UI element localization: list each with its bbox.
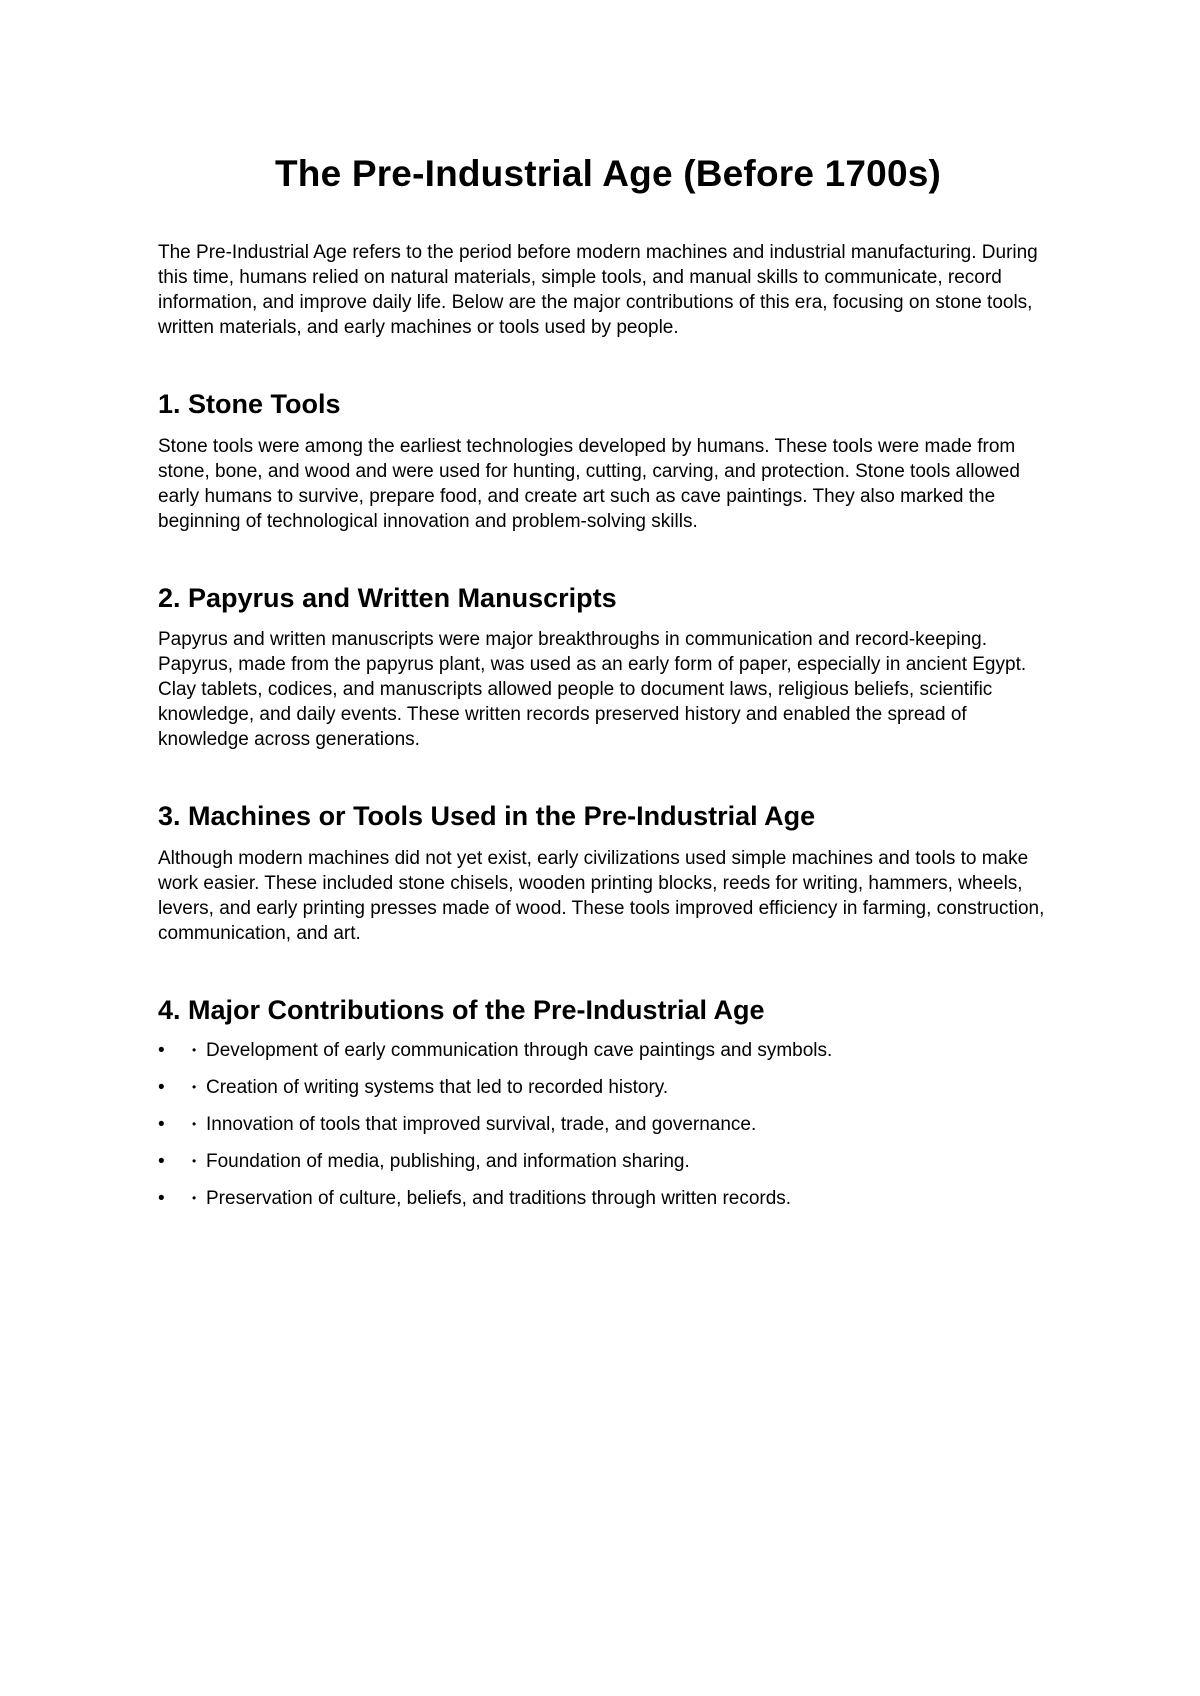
list-item (158, 1038, 1058, 1063)
intro-paragraph: The Pre-Industrial Age refers to the period before modern machines and industrial manufacturing. During this time, humans relied on natural materials, simple tools, and manual skills to communicate, record information, and improve daily life. Below are the major contributions of this era, focusing on stone tools, written materials, and early machines or tools used by people. (158, 242, 1038, 339)
bullet-icon: • (192, 1190, 197, 1205)
bullet-icon: • (158, 1076, 165, 1098)
section-body: Stone tools were among the earliest technologies developed by humans. These tools were made from stone, bone, and wood and were used for hunting, cutting, carving, and protection. Stone tools allowed early humans to survive, prepare food, and create art such as cave paintings. They also marked the beginning of technological innovation and problem-solving skills. (158, 435, 1020, 532)
bullet-icon: • (192, 1042, 197, 1057)
section-heading: 4. Major Contributions of the Pre-Industrial Age (158, 994, 765, 1025)
section-heading: 3. Machines or Tools Used in the Pre-Industrial Age (158, 801, 816, 832)
bullet-icon: • (192, 1116, 197, 1131)
list-item (158, 1112, 1058, 1137)
section-heading: 2. Papyrus and Written Manuscripts (158, 582, 617, 613)
section-papyrus (158, 582, 1058, 752)
list-item (158, 1149, 1058, 1174)
section-machines (158, 800, 1058, 945)
section-stone-tools (158, 388, 1058, 533)
section-contributions (158, 994, 1058, 1211)
bullet-icon: • (192, 1079, 197, 1094)
document-content (158, 152, 1058, 1223)
section-body: Papyrus and written manuscripts were major breakthroughs in communication and record-keeping. Papyrus, made from the papyrus plant, was used as an early form of paper, especially in ancient Egypt. Clay tablets, codices, and manuscripts allowed people to document laws, religious beliefs, scientific knowledge, and daily events. These written records preserved history and enabled the spread of knowledge across generations. (158, 629, 1027, 751)
bullet-icon: • (158, 1150, 165, 1172)
bullet-icon: • (192, 1153, 197, 1168)
bullet-icon: • (158, 1039, 165, 1061)
contributions-list (158, 1038, 1058, 1211)
list-item-text: Foundation of media, publishing, and information sharing. (206, 1150, 690, 1172)
list-item (158, 1075, 1058, 1100)
list-item-text: Preservation of culture, beliefs, and traditions through written records. (206, 1187, 792, 1209)
document-title: The Pre-Industrial Age (Before 1700s) (274, 153, 942, 194)
list-item-text: Development of early communication through cave paintings and symbols. (206, 1039, 833, 1061)
section-heading: 1. Stone Tools (158, 389, 341, 420)
list-item-text: Creation of writing systems that led to recorded history. (206, 1076, 669, 1098)
bullet-icon: • (158, 1113, 165, 1135)
list-item-text: Innovation of tools that improved survival, trade, and governance. (206, 1113, 757, 1135)
section-body: Although modern machines did not yet exist, early civilizations used simple machines and tools to make work easier. These included stone chisels, wooden printing blocks, reeds for writing, hammers, wheels, levers, and early printing presses made of wood. These tools improved efficiency in farming, construction, communication, and art. (158, 847, 1045, 944)
list-item (158, 1186, 1058, 1211)
bullet-icon: • (158, 1187, 165, 1209)
